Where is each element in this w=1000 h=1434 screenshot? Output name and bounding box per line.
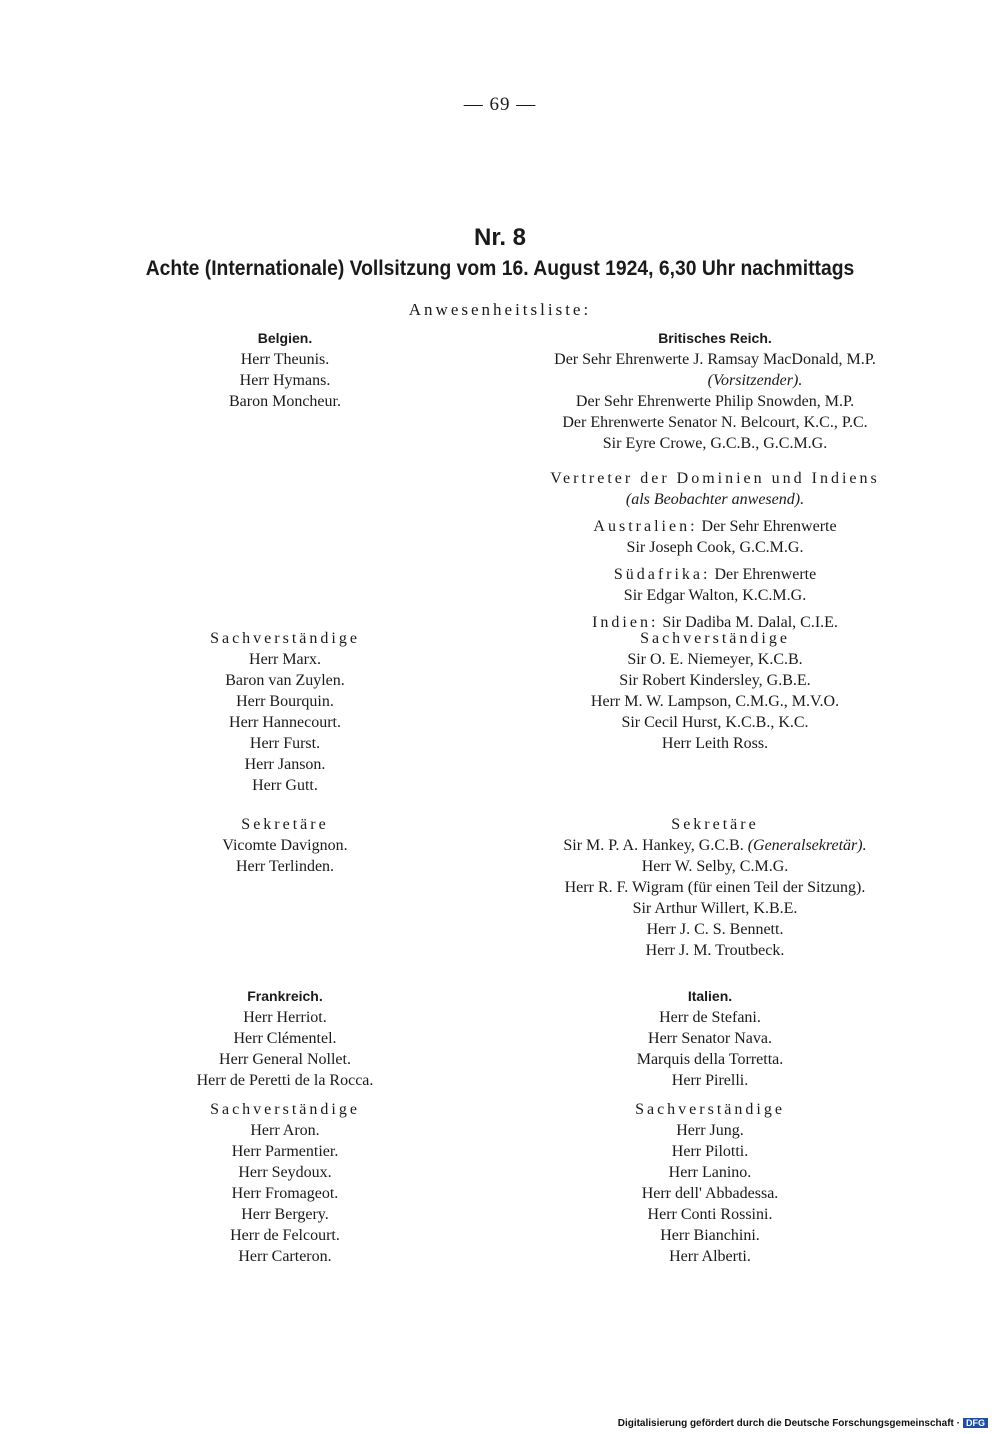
footer-text: Digitalisierung gefördert durch die Deutsche Forschungsgemeinschaft ·: [617, 1418, 960, 1429]
belgium-member: Herr Hymans.: [239, 372, 331, 389]
chairman-note: (Vorsitzender).: [707, 372, 803, 389]
british-secretary: Herr J. C. S. Bennett.: [646, 921, 784, 938]
digitization-footer: [618, 1418, 988, 1429]
india-label: Indien:: [592, 614, 659, 631]
british-secretary: Sir Arthur Willert, K.B.E.: [632, 900, 798, 917]
italy-expert: Herr Bianchini.: [660, 1227, 760, 1244]
belgium-secretaries-heading: Sekretäre: [241, 816, 329, 833]
italy-expert: Herr Lanino.: [668, 1164, 752, 1181]
dfg-logo: DFG: [963, 1418, 988, 1428]
southafrica-delegate: Sir Edgar Walton, K.C.M.G.: [623, 587, 807, 604]
belgium-experts: [130, 628, 440, 796]
australia-line: Der Sehr Ehrenwerte: [701, 518, 837, 535]
british-secretary: Sir M. P. A. Hankey, G.C.B.: [563, 837, 744, 854]
british-heading: Britisches Reich.: [658, 330, 772, 346]
british-secretary: Herr J. M. Troutbeck.: [645, 942, 785, 959]
belgium-expert: Herr Bourquin.: [236, 693, 334, 710]
italy-expert: Herr Jung.: [676, 1122, 744, 1139]
italy-expert: Herr Alberti.: [669, 1248, 751, 1265]
british-member: Der Ehrenwerte Senator N. Belcourt, K.C., P.C.: [562, 414, 868, 431]
british-secretary: Herr R. F. Wigram (für einen Teil der Sitzung).: [564, 879, 866, 896]
document-number: Nr. 8: [473, 224, 527, 251]
general-secretary-note: (Generalsekretär).: [747, 837, 867, 854]
british-experts: [480, 628, 950, 754]
belgium-secretary: Vicomte Davignon.: [222, 837, 348, 854]
italy-expert: Herr Conti Rossini.: [647, 1206, 773, 1223]
belgium-expert: Herr Hannecourt.: [229, 714, 341, 731]
france-heading: Frankreich.: [247, 988, 323, 1004]
france-expert: Herr Fromageot.: [231, 1185, 339, 1202]
australia-delegate: Sir Joseph Cook, G.C.M.G.: [626, 539, 804, 556]
france-expert: Herr Parmentier.: [231, 1143, 339, 1160]
france-expert: Herr Bergery.: [241, 1206, 329, 1223]
australia-label: Australien:: [593, 518, 698, 535]
british-experts-heading: Sachverständige: [640, 630, 790, 647]
british-secretary: Herr W. Selby, C.M.G.: [641, 858, 789, 875]
belgium-expert: Herr Furst.: [249, 735, 321, 752]
india-delegate: Sir Dadiba M. Dalal, C.I.E.: [662, 614, 838, 631]
page-number: — 69 —: [463, 94, 537, 115]
italy-expert: Herr Pilotti.: [671, 1143, 749, 1160]
belgium-expert: Herr Marx.: [249, 651, 321, 668]
belgium-secretary: Herr Terlinden.: [235, 858, 335, 875]
france-member: Herr de Peretti de la Rocca.: [196, 1072, 374, 1089]
belgium-secretaries: [130, 814, 440, 877]
italy-member: Herr de Stefani.: [659, 1009, 761, 1026]
italy-member: Marquis della Torretta.: [636, 1051, 784, 1068]
italy-member: Herr Pirelli.: [671, 1072, 749, 1089]
dominions-section: [480, 468, 950, 633]
france-member: Herr Clémentel.: [233, 1030, 337, 1047]
british-expert: Sir Cecil Hurst, K.C.B., K.C.: [621, 714, 809, 731]
british-secretaries-heading: Sekretäre: [671, 816, 759, 833]
belgium-heading: Belgien.: [257, 330, 313, 346]
belgium-member: Baron Moncheur.: [229, 393, 341, 410]
italy-section: [460, 986, 960, 1267]
france-member: Herr Herriot.: [243, 1009, 327, 1026]
belgium-section: [130, 328, 440, 412]
southafrica-line: Der Ehrenwerte: [714, 566, 817, 583]
document-title: Achte (Internationale) Vollsitzung vom 16. August 1924, 6,30 Uhr nachmittags: [145, 257, 855, 280]
british-secretaries: [480, 814, 950, 961]
france-section: [130, 986, 440, 1267]
france-experts-heading: Sachverständige: [210, 1101, 360, 1118]
belgium-member: Herr Theunis.: [240, 351, 330, 368]
british-section: [480, 328, 950, 454]
france-expert: Herr de Felcourt.: [230, 1227, 340, 1244]
british-member: Sir Eyre Crowe, G.C.B., G.C.M.G.: [602, 435, 828, 452]
british-expert: Herr Leith Ross.: [661, 735, 769, 752]
belgium-experts-heading: Sachverständige: [210, 630, 360, 647]
italy-member: Herr Senator Nava.: [648, 1030, 772, 1047]
british-expert: Sir Robert Kindersley, G.B.E.: [619, 672, 811, 689]
italy-experts-heading: Sachverständige: [635, 1101, 785, 1118]
british-member: Der Sehr Ehrenwerte J. Ramsay MacDonald, M.P.: [554, 351, 876, 368]
dominions-heading: Vertreter der Dominien und Indiens: [550, 470, 880, 487]
dominions-note: (als Beobachter anwesend).: [625, 491, 805, 508]
british-expert: Herr M. W. Lampson, C.M.G., M.V.O.: [590, 693, 840, 710]
belgium-expert: Baron van Zuylen.: [225, 672, 345, 689]
british-expert: Sir O. E. Niemeyer, K.C.B.: [627, 651, 803, 668]
southafrica-label: Südafrika:: [613, 566, 711, 583]
italy-heading: Italien.: [687, 988, 733, 1004]
belgium-expert: Herr Gutt.: [252, 777, 318, 794]
italy-expert: Herr dell' Abbadessa.: [641, 1185, 779, 1202]
france-expert: Herr Carteron.: [238, 1248, 332, 1265]
british-member: Der Sehr Ehrenwerte Philip Snowden, M.P.: [575, 393, 855, 410]
france-expert: Herr Seydoux.: [238, 1164, 332, 1181]
france-member: Herr General Nollet.: [219, 1051, 351, 1068]
attendance-heading: Anwesenheitsliste:: [408, 300, 592, 319]
france-expert: Herr Aron.: [250, 1122, 320, 1139]
belgium-expert: Herr Janson.: [244, 756, 326, 773]
